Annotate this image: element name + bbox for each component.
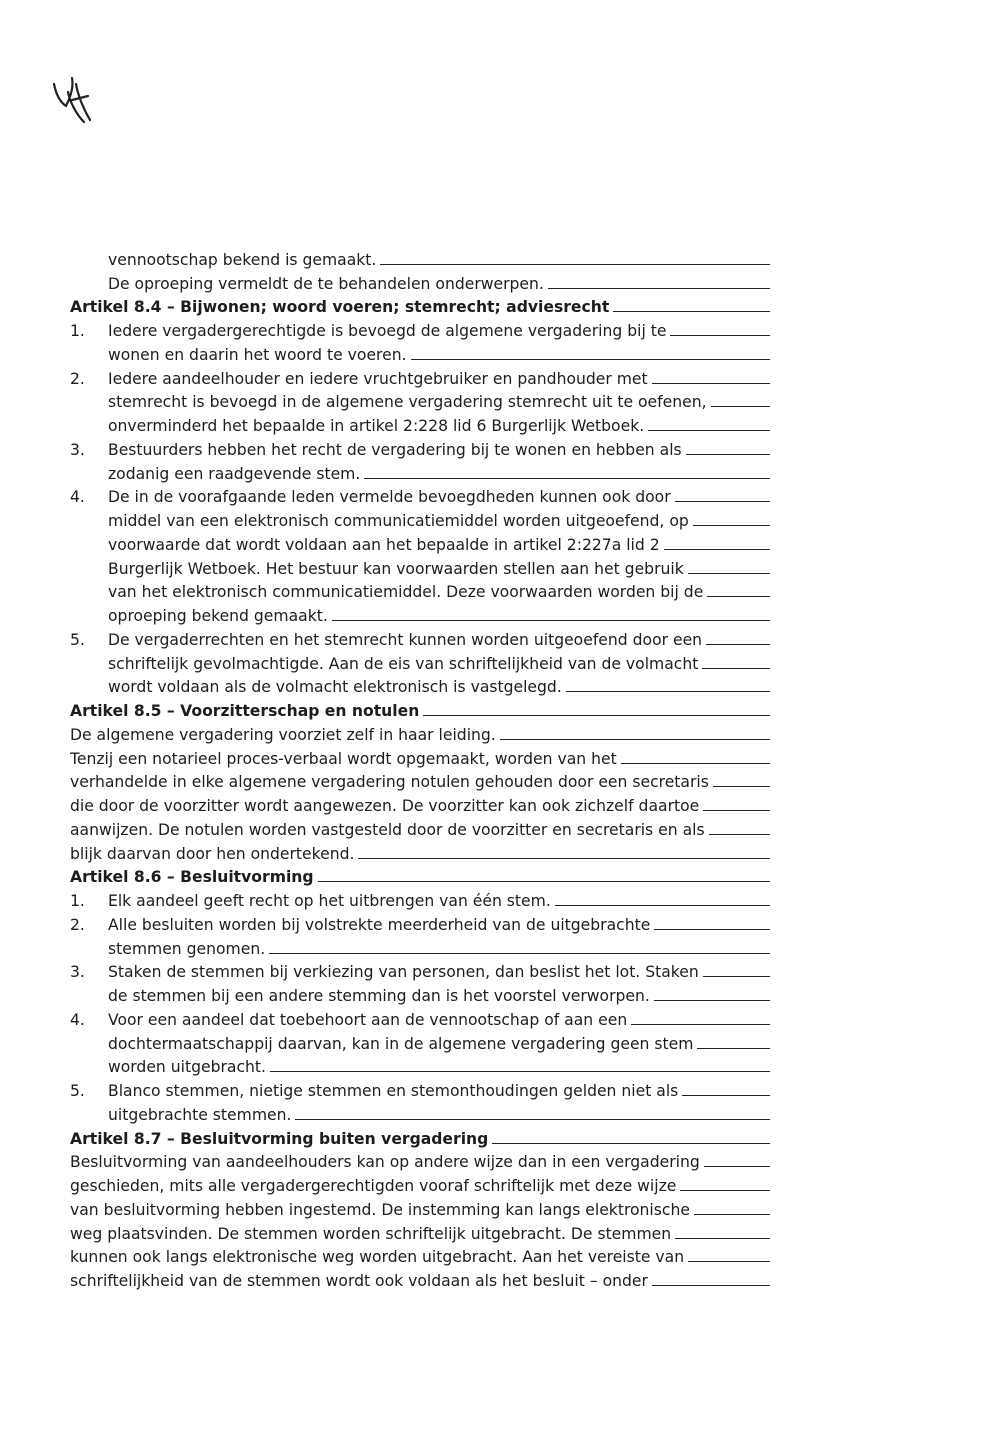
numbered-item-line bbox=[70, 317, 770, 341]
numbered-item-line bbox=[70, 911, 770, 935]
line-text: middel van een elektronisch communicatiemiddel worden uitgeoefend, op bbox=[108, 512, 689, 530]
text-line bbox=[70, 1244, 770, 1268]
numbered-item-line bbox=[70, 484, 770, 508]
filler-dash-line bbox=[686, 454, 770, 455]
filler-dash-line bbox=[711, 406, 770, 407]
filler-dash-line bbox=[270, 1071, 770, 1072]
filler-dash-line bbox=[492, 1143, 770, 1144]
line-text: zodanig een raadgevende stem. bbox=[108, 464, 361, 483]
line-text: Artikel 8.4 – Bijwonen; woord voeren; stemrecht; adviesrecht bbox=[70, 298, 610, 317]
filler-dash-line bbox=[652, 1285, 770, 1286]
line-text: die door de voorzitter wordt aangewezen. De voorzitter kan ook zichzelf daartoe bbox=[70, 797, 700, 815]
filler-dash-line bbox=[694, 1214, 770, 1215]
text-line bbox=[70, 650, 770, 674]
article-heading bbox=[70, 294, 770, 318]
line-text: de stemmen bij een andere stemming dan is het voorstel verworpen. bbox=[108, 987, 650, 1005]
filler-dash-line bbox=[703, 976, 770, 977]
line-text: Staken de stemmen bij verkiezing van personen, dan beslist het lot. Staken bbox=[108, 963, 699, 982]
line-text: Voor een aandeel dat toebehoort aan de vennootschap of aan een bbox=[108, 1010, 628, 1029]
item-number: 5. bbox=[70, 630, 85, 649]
line-text: Elk aandeel geeft recht op het uitbrengen van één stem. bbox=[108, 892, 551, 910]
filler-dash-line bbox=[688, 573, 770, 574]
text-line bbox=[70, 460, 770, 484]
line-text: Tenzij een notarieel proces-verbaal wordt opgemaakt, worden van het bbox=[70, 749, 617, 768]
article-heading bbox=[70, 1125, 770, 1149]
filler-dash-line bbox=[631, 1024, 770, 1025]
line-text: Burgerlijk Wetboek. Het bestuur kan voorwaarden stellen aan het gebruik bbox=[108, 559, 684, 578]
line-text: Iedere vergadergerechtigde is bevoegd de algemene vergadering bij te bbox=[108, 322, 667, 340]
line-text: De in de voorafgaande leden vermelde bevoegdheden kunnen ook door bbox=[108, 488, 671, 507]
line-text: aanwijzen. De notulen worden vastgesteld door de voorzitter en secretaris en als bbox=[70, 820, 705, 839]
line-text: oproeping bekend gemaakt. bbox=[108, 607, 328, 625]
line-text: stemmen genomen. bbox=[108, 939, 266, 958]
text-line bbox=[70, 1172, 770, 1196]
filler-dash-line bbox=[500, 739, 770, 740]
filler-dash-line bbox=[709, 834, 770, 835]
text-line bbox=[70, 341, 770, 365]
line-text: vennootschap bekend is gemaakt. bbox=[108, 250, 377, 269]
line-text: Artikel 8.6 – Besluitvorming bbox=[70, 868, 314, 887]
text-line bbox=[70, 555, 770, 579]
filler-dash-line bbox=[295, 1119, 770, 1120]
line-text: van het elektronisch communicatiemiddel. Deze voorwaarden worden bij de bbox=[108, 583, 704, 602]
filler-dash-line bbox=[652, 383, 770, 384]
filler-dash-line bbox=[621, 763, 770, 764]
text-line bbox=[70, 982, 770, 1006]
text-line bbox=[70, 507, 770, 531]
article-heading bbox=[70, 697, 770, 721]
line-text: De oproeping vermeldt de te behandelen onderwerpen. bbox=[108, 274, 544, 293]
item-number: 4. bbox=[70, 1010, 85, 1029]
numbered-item-line bbox=[70, 436, 770, 460]
line-text: voorwaarde dat wordt voldaan aan het bepaalde in artikel 2:227a lid 2 bbox=[108, 535, 660, 554]
filler-dash-line bbox=[675, 1238, 770, 1239]
text-line bbox=[70, 270, 770, 294]
line-text: stemrecht is bevoegd in de algemene vergadering stemrecht uit te oefenen, bbox=[108, 393, 707, 412]
filler-dash-line bbox=[548, 288, 770, 289]
filler-dash-line bbox=[332, 620, 770, 621]
item-number: 3. bbox=[70, 440, 85, 459]
item-number: 2. bbox=[70, 915, 85, 934]
line-text: Blanco stemmen, nietige stemmen en stemonthoudingen gelden niet als bbox=[108, 1082, 679, 1100]
filler-dash-line bbox=[364, 478, 770, 479]
text-line bbox=[70, 246, 770, 270]
line-text: worden uitgebracht. bbox=[108, 1058, 266, 1077]
filler-dash-line bbox=[654, 929, 770, 930]
item-number: 4. bbox=[70, 488, 85, 507]
line-text: De vergaderrechten en het stemrecht kunnen worden uitgeoefend door een bbox=[108, 630, 703, 649]
text-line bbox=[70, 840, 770, 864]
filler-dash-line bbox=[713, 786, 770, 787]
text-line bbox=[70, 792, 770, 816]
text-line bbox=[70, 674, 770, 698]
filler-dash-line bbox=[688, 1261, 770, 1262]
filler-dash-line bbox=[648, 430, 770, 431]
line-text: Alle besluiten worden bij volstrekte meerderheid van de uitgebrachte bbox=[108, 915, 651, 934]
filler-dash-line bbox=[654, 1000, 770, 1001]
text-line bbox=[70, 1030, 770, 1054]
text-line bbox=[70, 769, 770, 793]
text-line bbox=[70, 1101, 770, 1125]
article-heading bbox=[70, 864, 770, 888]
filler-dash-line bbox=[613, 311, 770, 312]
filler-dash-line bbox=[670, 335, 770, 336]
text-line bbox=[70, 745, 770, 769]
line-text: Bestuurders hebben het recht de vergadering bij te wonen en hebben als bbox=[108, 440, 682, 459]
line-text: Iedere aandeelhouder en iedere vruchtgebruiker en pandhouder met bbox=[108, 369, 648, 388]
filler-dash-line bbox=[703, 810, 770, 811]
line-text: van besluitvorming hebben ingestemd. De instemming kan langs elektronische bbox=[70, 1200, 690, 1219]
numbered-item-line bbox=[70, 1077, 770, 1101]
line-text: wordt voldaan als de volmacht elektronisch is vastgelegd. bbox=[108, 678, 562, 697]
item-number: 3. bbox=[70, 963, 85, 982]
line-text: kunnen ook langs elektronische weg worden uitgebracht. Aan het vereiste van bbox=[70, 1248, 685, 1267]
filler-dash-line bbox=[704, 1166, 770, 1167]
filler-dash-line bbox=[693, 525, 770, 526]
text-line bbox=[70, 412, 770, 436]
line-text: wonen en daarin het woord te voeren. bbox=[108, 345, 407, 364]
item-number: 1. bbox=[70, 892, 85, 910]
text-line bbox=[70, 1267, 770, 1291]
filler-dash-line bbox=[411, 359, 770, 360]
filler-dash-line bbox=[682, 1095, 770, 1096]
filler-dash-line bbox=[269, 953, 770, 954]
line-text: blijk daarvan door hen ondertekend. bbox=[70, 844, 355, 863]
text-line bbox=[70, 531, 770, 555]
numbered-item-line bbox=[70, 887, 770, 911]
filler-dash-line bbox=[423, 715, 770, 716]
line-text: Artikel 8.7 – Besluitvorming buiten vergadering bbox=[70, 1129, 489, 1148]
filler-dash-line bbox=[664, 549, 770, 550]
filler-dash-line bbox=[358, 858, 770, 859]
numbered-item-line bbox=[70, 626, 770, 650]
line-text: weg plaatsvinden. De stemmen worden schriftelijk uitgebracht. De stemmen bbox=[70, 1224, 672, 1243]
filler-dash-line bbox=[675, 501, 770, 502]
text-line bbox=[70, 1220, 770, 1244]
line-text: Artikel 8.5 – Voorzitterschap en notulen bbox=[70, 702, 420, 720]
line-text: Besluitvorming van aandeelhouders kan op andere wijze dan in een vergadering bbox=[70, 1153, 700, 1172]
line-text: dochtermaatschappij daarvan, kan in de algemene vergadering geen stem bbox=[108, 1034, 694, 1053]
line-text: uitgebrachte stemmen. bbox=[108, 1105, 292, 1124]
line-text: schriftelijk gevolmachtigde. Aan de eis van schriftelijkheid van de volmacht bbox=[108, 654, 699, 673]
article-text bbox=[70, 246, 770, 1291]
text-line bbox=[70, 1054, 770, 1078]
filler-dash-line bbox=[680, 1190, 770, 1191]
filler-dash-line bbox=[318, 881, 770, 882]
filler-dash-line bbox=[706, 644, 770, 645]
text-line bbox=[70, 602, 770, 626]
filler-dash-line bbox=[697, 1048, 770, 1049]
text-line bbox=[70, 935, 770, 959]
text-line bbox=[70, 579, 770, 603]
filler-dash-line bbox=[566, 691, 770, 692]
line-text: De algemene vergadering voorziet zelf in haar leiding. bbox=[70, 725, 496, 744]
item-number: 5. bbox=[70, 1082, 85, 1100]
line-text: onverminderd het bepaalde in artikel 2:228 lid 6 Burgerlijk Wetboek. bbox=[108, 417, 645, 435]
filler-dash-line bbox=[707, 596, 770, 597]
filler-dash-line bbox=[380, 264, 770, 265]
text-line bbox=[70, 389, 770, 413]
text-line bbox=[70, 721, 770, 745]
text-line bbox=[70, 1196, 770, 1220]
line-text: verhandelde in elke algemene vergadering notulen gehouden door een secretaris bbox=[70, 773, 709, 792]
filler-dash-line bbox=[555, 905, 770, 906]
line-text: schriftelijkheid van de stemmen wordt ook voldaan als het besluit – onder bbox=[70, 1272, 648, 1290]
numbered-item-line bbox=[70, 365, 770, 389]
line-text: geschieden, mits alle vergadergerechtigden vooraf schriftelijk met deze wijze bbox=[70, 1177, 677, 1195]
item-number: 2. bbox=[70, 369, 85, 388]
text-line bbox=[70, 816, 770, 840]
filler-dash-line bbox=[702, 668, 770, 669]
handwritten-initials bbox=[46, 72, 108, 128]
text-line bbox=[70, 1149, 770, 1173]
numbered-item-line bbox=[70, 959, 770, 983]
numbered-item-line bbox=[70, 1006, 770, 1030]
item-number: 1. bbox=[70, 322, 85, 340]
